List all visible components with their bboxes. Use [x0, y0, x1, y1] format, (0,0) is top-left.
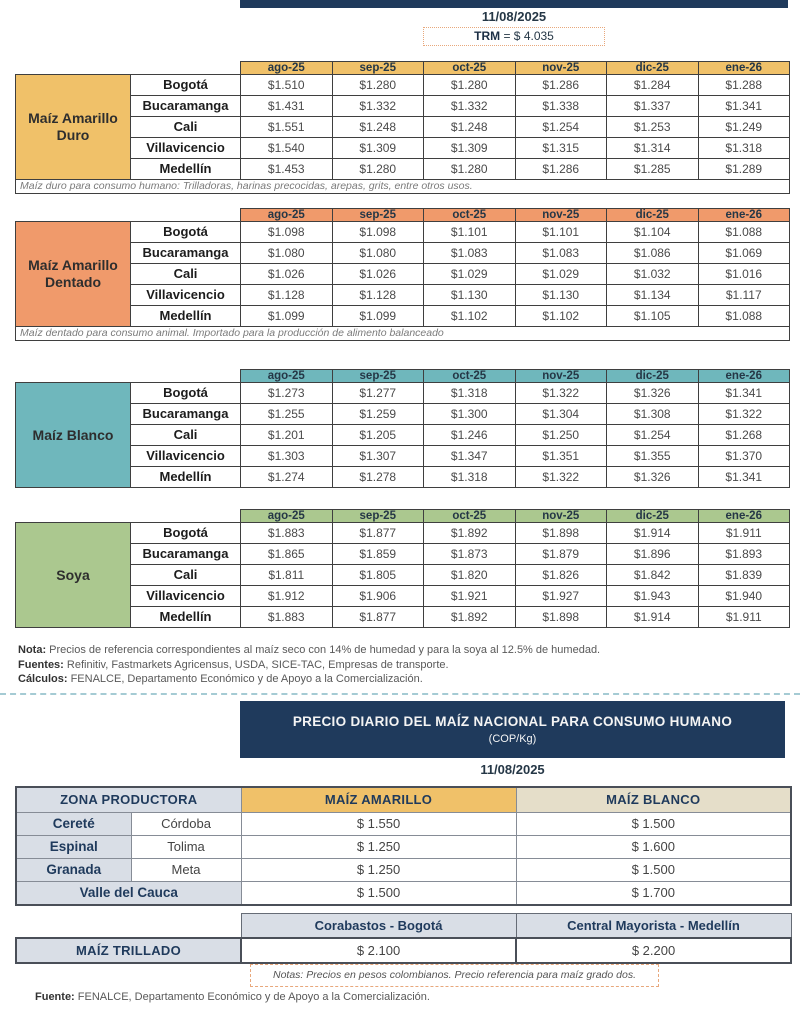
price-cell: $1.341	[698, 467, 790, 488]
price-cell: $ 1.500	[241, 882, 516, 906]
price-cell: $1.253	[607, 117, 699, 138]
price-cell: $1.249	[698, 117, 790, 138]
month-header: sep-25	[332, 209, 424, 222]
price-cell: $1.826	[515, 565, 607, 586]
section2-header	[240, 701, 785, 758]
price-cell: $1.805	[332, 565, 424, 586]
month-header: ene-26	[698, 209, 790, 222]
price-cell: $1.128	[332, 285, 424, 306]
price-cell: $1.341	[698, 96, 790, 117]
price-cell: $1.026	[332, 264, 424, 285]
price-cell: $ 1.600	[516, 836, 791, 859]
price-cell: $1.943	[607, 586, 699, 607]
price-cell: $1.326	[607, 467, 699, 488]
price-cell: $1.088	[698, 306, 790, 327]
price-cell: $1.370	[698, 446, 790, 467]
price-cell: $1.016	[698, 264, 790, 285]
month-header: dic-25	[607, 62, 699, 75]
city-cell: Medellín	[131, 306, 241, 327]
price-cell: $1.865	[241, 544, 333, 565]
fuente-line: Fuente: FENALCE, Departamento Económico y de Apoyo a la Comercialización.	[35, 991, 430, 1003]
city-cell: Bogotá	[131, 523, 241, 544]
price-cell: $1.839	[698, 565, 790, 586]
price-cell: $1.431	[241, 96, 333, 117]
price-cell: $1.551	[241, 117, 333, 138]
price-cell: $1.322	[515, 467, 607, 488]
price-table-soya	[15, 509, 790, 628]
month-header: sep-25	[332, 370, 424, 383]
price-cell: $1.134	[607, 285, 699, 306]
price-cell: $1.304	[515, 404, 607, 425]
price-cell: $1.347	[424, 446, 516, 467]
price-cell: $1.102	[515, 306, 607, 327]
trillado-label: MAÍZ TRILLADO	[16, 938, 241, 963]
price-cell: $1.877	[332, 523, 424, 544]
price-cell: $1.883	[241, 523, 333, 544]
month-header: dic-25	[607, 370, 699, 383]
price-cell: $1.255	[241, 404, 333, 425]
price-cell: $1.032	[607, 264, 699, 285]
city-cell: Medellín	[131, 467, 241, 488]
price-cell: $1.083	[424, 243, 516, 264]
price-cell: $1.322	[698, 404, 790, 425]
price-cell: $1.086	[607, 243, 699, 264]
price-cell: $1.914	[607, 607, 699, 628]
price-cell: $1.101	[424, 222, 516, 243]
price-cell: $1.341	[698, 383, 790, 404]
trm-box	[423, 27, 605, 46]
price-cell: $1.029	[424, 264, 516, 285]
price-cell: $1.083	[515, 243, 607, 264]
price-cell: $1.820	[424, 565, 516, 586]
city-cell: Cali	[131, 117, 241, 138]
month-header: nov-25	[515, 370, 607, 383]
price-cell: $1.898	[515, 523, 607, 544]
price-cell: $1.246	[424, 425, 516, 446]
price-cell: $ 1.500	[516, 859, 791, 882]
price-cell: $1.130	[424, 285, 516, 306]
price-cell: $1.351	[515, 446, 607, 467]
city-cell: Bucaramanga	[131, 404, 241, 425]
price-cell: $1.303	[241, 446, 333, 467]
price-cell: $1.248	[424, 117, 516, 138]
price-cell: $1.278	[332, 467, 424, 488]
month-header: ago-25	[241, 370, 333, 383]
price-cell: $1.896	[607, 544, 699, 565]
footnote-calculos: Cálculos: FENALCE, Departamento Económico y de Apoyo a la Comercialización.	[18, 673, 423, 685]
month-header: oct-25	[424, 370, 516, 383]
table-note: Maíz dentado para consumo animal. Importado para la producción de alimento balanceado	[16, 327, 790, 341]
price-cell: $1.029	[515, 264, 607, 285]
header-spacer	[16, 209, 241, 222]
price-cell: $1.453	[241, 159, 333, 180]
price-cell: $1.099	[241, 306, 333, 327]
month-header: nov-25	[515, 209, 607, 222]
price-cell: $1.309	[332, 138, 424, 159]
price-cell: $1.280	[424, 159, 516, 180]
city-cell: Bogotá	[131, 222, 241, 243]
city-cell: Cali	[131, 565, 241, 586]
price-cell: $1.289	[698, 159, 790, 180]
price-cell: $1.898	[515, 607, 607, 628]
zona-cell: Espinal	[16, 836, 131, 859]
city-cell: Bucaramanga	[131, 243, 241, 264]
price-cell: $1.104	[607, 222, 699, 243]
price-cell: $1.277	[332, 383, 424, 404]
price-cell: $1.286	[515, 75, 607, 96]
price-cell: $1.921	[424, 586, 516, 607]
price-cell: $ 1.500	[516, 813, 791, 836]
price-cell: $1.892	[424, 523, 516, 544]
price-cell: $1.927	[515, 586, 607, 607]
month-header: ago-25	[241, 62, 333, 75]
amarillo-header: MAÍZ AMARILLO	[241, 787, 516, 813]
price-cell: $ 1.700	[516, 882, 791, 906]
price-cell: $1.322	[515, 383, 607, 404]
price-cell: $1.099	[332, 306, 424, 327]
table-label: Soya	[16, 523, 131, 628]
price-cell: $1.300	[424, 404, 516, 425]
price-cell: $1.284	[607, 75, 699, 96]
footnotes	[18, 643, 600, 687]
price-cell: $1.873	[424, 544, 516, 565]
price-cell: $1.273	[241, 383, 333, 404]
price-cell: $1.318	[698, 138, 790, 159]
price-cell: $1.912	[241, 586, 333, 607]
price-cell: $1.130	[515, 285, 607, 306]
price-cell: $1.280	[332, 75, 424, 96]
price-cell: $ 2.100	[241, 938, 516, 963]
departamento-cell: Tolima	[131, 836, 241, 859]
price-cell: $1.911	[698, 523, 790, 544]
price-cell: $1.332	[424, 96, 516, 117]
price-cell: $1.080	[332, 243, 424, 264]
price-cell: $1.069	[698, 243, 790, 264]
corabastos-header: Corabastos - Bogotá	[241, 914, 516, 939]
trm-value: = $ 4.035	[503, 29, 554, 43]
price-cell: $1.892	[424, 607, 516, 628]
month-header: dic-25	[607, 209, 699, 222]
price-cell: $1.307	[332, 446, 424, 467]
price-cell: $1.883	[241, 607, 333, 628]
zona-cell: Cereté	[16, 813, 131, 836]
price-cell: $1.338	[515, 96, 607, 117]
price-cell: $1.308	[607, 404, 699, 425]
table-label: Maíz Blanco	[16, 383, 131, 488]
table-label: Maíz Amarillo Dentado	[16, 222, 131, 327]
price-cell: $1.205	[332, 425, 424, 446]
price-cell: $1.268	[698, 425, 790, 446]
city-cell: Villavicencio	[131, 586, 241, 607]
price-cell: $1.318	[424, 467, 516, 488]
price-cell: $1.811	[241, 565, 333, 586]
zona-cell: Valle del Cauca	[16, 882, 241, 906]
price-cell: $1.102	[424, 306, 516, 327]
price-cell: $1.540	[241, 138, 333, 159]
price-cell: $1.318	[424, 383, 516, 404]
table-note: Maíz duro para consumo humano: Trilladoras, harinas precocidas, arepas, grits, entre otros usos.	[16, 180, 790, 194]
month-header: oct-25	[424, 62, 516, 75]
price-cell: $1.280	[424, 75, 516, 96]
price-cell: $ 1.550	[241, 813, 516, 836]
city-cell: Villavicencio	[131, 138, 241, 159]
price-cell: $1.285	[607, 159, 699, 180]
city-cell: Bogotá	[131, 75, 241, 96]
price-cell: $1.201	[241, 425, 333, 446]
city-cell: Bucaramanga	[131, 544, 241, 565]
price-cell: $1.332	[332, 96, 424, 117]
city-cell: Medellín	[131, 159, 241, 180]
price-cell: $1.326	[607, 383, 699, 404]
price-cell: $1.879	[515, 544, 607, 565]
price-cell: $1.080	[241, 243, 333, 264]
price-cell: $1.274	[241, 467, 333, 488]
price-cell: $1.893	[698, 544, 790, 565]
price-cell: $1.088	[698, 222, 790, 243]
month-header: oct-25	[424, 510, 516, 523]
price-cell: $1.248	[332, 117, 424, 138]
price-cell: $1.026	[241, 264, 333, 285]
table-label: Maíz Amarillo Duro	[16, 75, 131, 180]
city-cell: Medellín	[131, 607, 241, 628]
header-spacer	[16, 510, 241, 523]
price-table-maiz-blanco	[15, 369, 790, 488]
zona-cell: Granada	[16, 859, 131, 882]
month-header: ene-26	[698, 370, 790, 383]
price-cell: $1.315	[515, 138, 607, 159]
price-cell: $1.914	[607, 523, 699, 544]
price-cell: $ 1.250	[241, 859, 516, 882]
price-table-maiz-amarillo-duro	[15, 61, 790, 194]
price-cell: $1.288	[698, 75, 790, 96]
section-divider	[0, 693, 800, 695]
central-mayorista-header: Central Mayorista - Medellín	[516, 914, 791, 939]
price-cell: $ 2.200	[516, 938, 791, 963]
report-date: 11/08/2025	[481, 9, 547, 24]
price-cell: $1.309	[424, 138, 516, 159]
section2-title: PRECIO DIARIO DEL MAÍZ NACIONAL PARA CONSUMO HUMANO	[292, 714, 733, 729]
section2-date: 11/08/2025	[480, 762, 545, 777]
price-cell: $1.355	[607, 446, 699, 467]
price-cell: $1.842	[607, 565, 699, 586]
price-cell: $1.286	[515, 159, 607, 180]
footnote-nota: Nota: Precios de referencia correspondientes al maíz seco con 14% de humedad y para la soya al 12.5% de humedad.	[18, 644, 601, 656]
price-cell: $1.250	[515, 425, 607, 446]
city-cell: Cali	[131, 264, 241, 285]
price-cell: $1.098	[241, 222, 333, 243]
departamento-cell: Córdoba	[131, 813, 241, 836]
notas-box: Notas: Precios en pesos colombianos. Precio referencia para maíz grado dos.	[250, 964, 659, 987]
price-cell: $1.254	[515, 117, 607, 138]
month-header: sep-25	[332, 510, 424, 523]
price-cell: $1.906	[332, 586, 424, 607]
city-cell: Bogotá	[131, 383, 241, 404]
city-cell: Bucaramanga	[131, 96, 241, 117]
price-cell: $1.280	[332, 159, 424, 180]
trm-label: TRM	[474, 29, 501, 43]
header-spacer	[16, 914, 241, 939]
city-cell: Villavicencio	[131, 285, 241, 306]
top-banner-strip	[240, 0, 788, 8]
blanco-header: MAÍZ BLANCO	[516, 787, 791, 813]
price-cell: $1.510	[241, 75, 333, 96]
footnote-fuentes: Fuentes: Refinitiv, Fastmarkets Agricensus, USDA, SICE-TAC, Empresas de transporte.	[18, 658, 449, 671]
city-cell: Villavicencio	[131, 446, 241, 467]
departamento-cell: Meta	[131, 859, 241, 882]
price-cell: $1.098	[332, 222, 424, 243]
price-cell: $1.259	[332, 404, 424, 425]
month-header: nov-25	[515, 62, 607, 75]
price-cell: $1.254	[607, 425, 699, 446]
city-cell: Cali	[131, 425, 241, 446]
price-cell: $1.859	[332, 544, 424, 565]
month-header: ago-25	[241, 510, 333, 523]
month-header: sep-25	[332, 62, 424, 75]
price-cell: $1.940	[698, 586, 790, 607]
price-cell: $1.314	[607, 138, 699, 159]
section2-subtitle: (COP/Kg)	[488, 733, 537, 745]
price-cell: $1.128	[241, 285, 333, 306]
price-cell: $1.105	[607, 306, 699, 327]
month-header: ene-26	[698, 510, 790, 523]
price-cell: $1.337	[607, 96, 699, 117]
price-cell: $1.101	[515, 222, 607, 243]
price-cell: $ 1.250	[241, 836, 516, 859]
month-header: dic-25	[607, 510, 699, 523]
price-cell: $1.117	[698, 285, 790, 306]
month-header: nov-25	[515, 510, 607, 523]
maiz-trillado-table	[15, 913, 792, 964]
month-header: oct-25	[424, 209, 516, 222]
month-header: ene-26	[698, 62, 790, 75]
zona-productora-table	[15, 786, 792, 906]
zona-header: ZONA PRODUCTORA	[16, 787, 241, 813]
header-spacer	[16, 370, 241, 383]
price-cell: $1.911	[698, 607, 790, 628]
month-header: ago-25	[241, 209, 333, 222]
price-cell: $1.877	[332, 607, 424, 628]
price-table-maiz-amarillo-dentado	[15, 208, 790, 341]
header-spacer	[16, 62, 241, 75]
